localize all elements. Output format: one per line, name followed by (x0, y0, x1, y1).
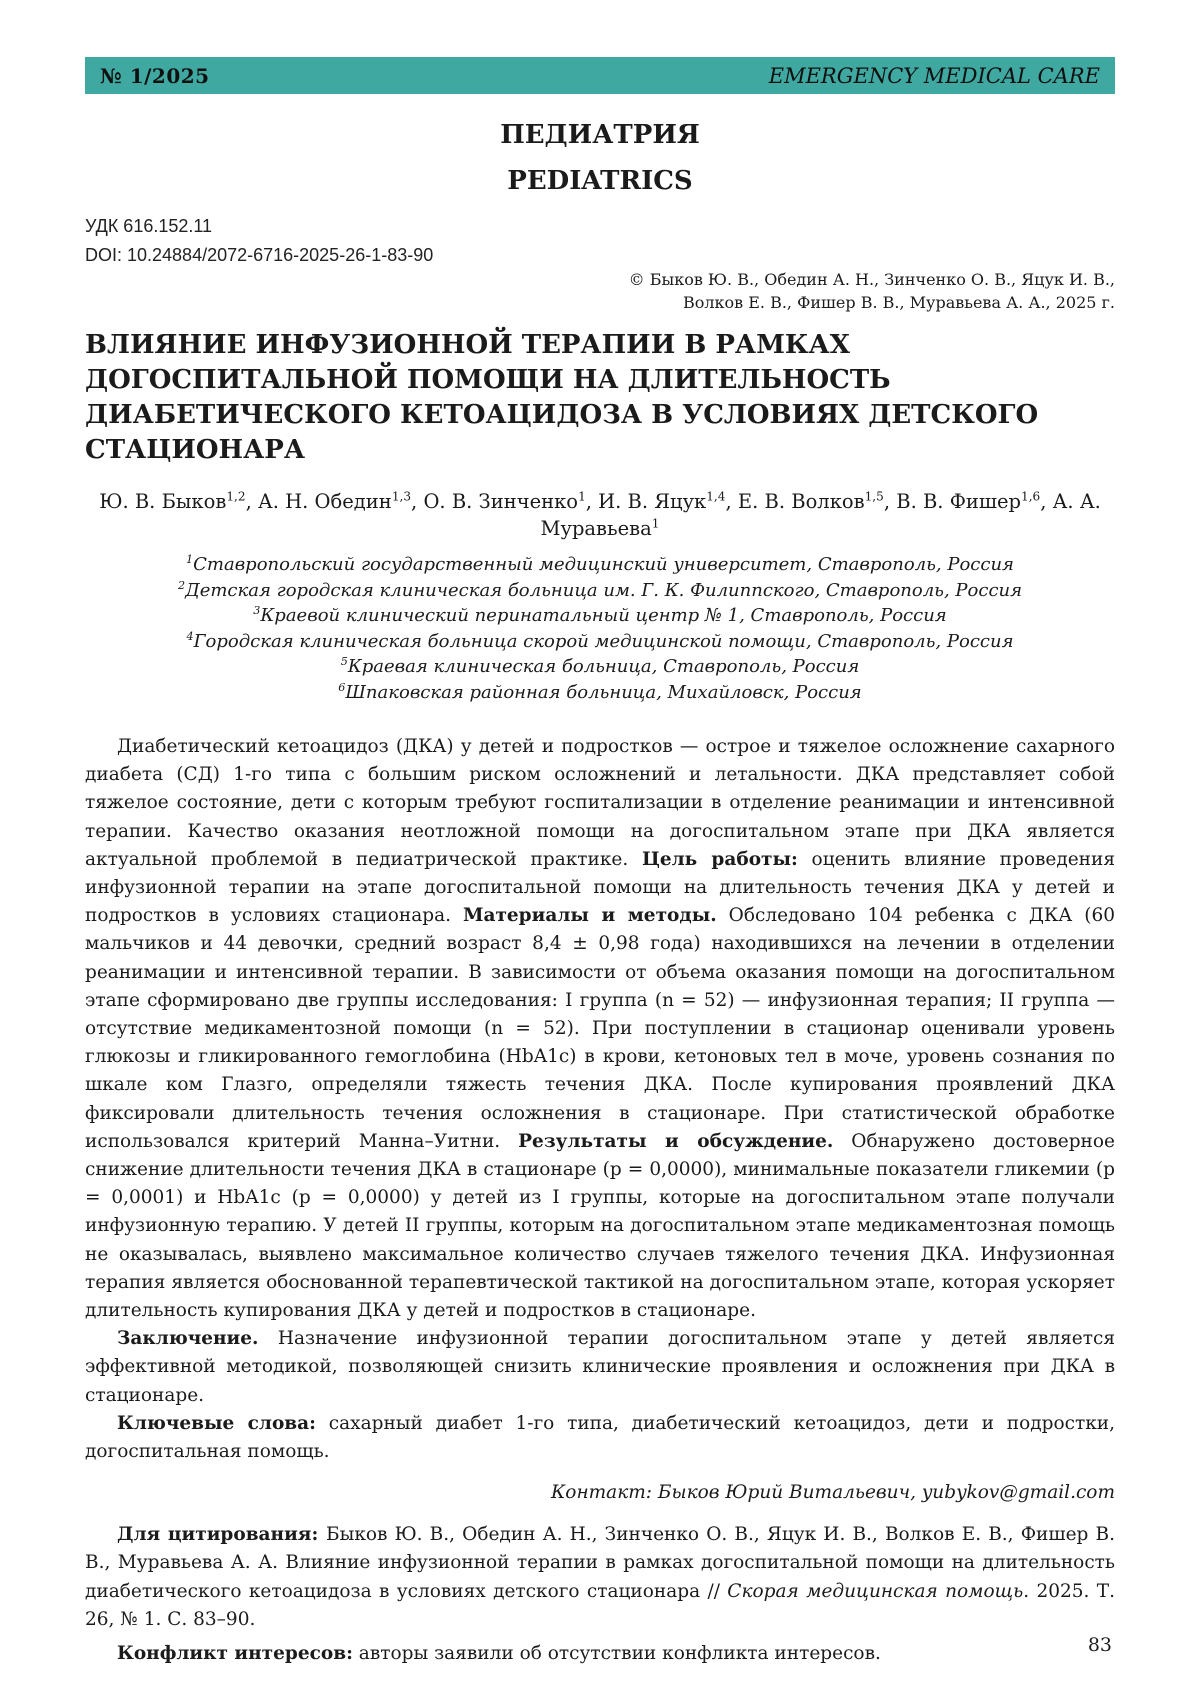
abstract-section (85, 733, 1115, 1466)
conflict-of-interest-paragraph: Конфликт интересов: авторы заявили об отсутствии конфликта интересов. (117, 1643, 881, 1665)
affiliation-number: 3 (253, 604, 261, 617)
affiliation-text: Краевой клинический перинатальный центр № 1, Ставрополь, Россия (260, 605, 947, 626)
article-title-line: ДИАБЕТИЧЕСКОГО КЕТОАЦИДОЗА В УСЛОВИЯХ ДЕТСКОГО (85, 400, 1039, 430)
section-heading-en: PEDIATRICS (507, 166, 693, 196)
affiliation-text: Краевая клиническая больница, Ставрополь, Россия (347, 656, 860, 677)
affiliation-number: 5 (340, 655, 348, 668)
copyright-line: © Быков Ю. В., Обедин А. Н., Зинченко О. В., Яцук И. В., (628, 270, 1115, 289)
affiliation-line (85, 680, 1115, 706)
affiliation-text: Шпаковская районная больница, Михайловск, Россия (345, 681, 862, 703)
article-title-line: СТАЦИОНАРА (85, 435, 306, 465)
journal-header-bar (85, 57, 1115, 94)
article-title-line: ВЛИЯНИЕ ИНФУЗИОННОЙ ТЕРАПИИ В РАМКАХ (85, 330, 850, 360)
article-title-line: ДОГОСПИТАЛЬНОЙ ПОМОЩИ НА ДЛИТЕЛЬНОСТЬ (85, 365, 891, 395)
affiliations-list (85, 552, 1115, 705)
affiliation-text: Ставропольский государственный медицинский университет, Ставрополь, Россия (193, 554, 1014, 575)
copyright-notice (85, 268, 1115, 314)
affiliation-line (85, 578, 1115, 604)
authors-line: Ю. В. Быков$^{1,2}$, А. Н. Обедин$^{1,3}$, О. В. Зинченко$^1$, И. В. Яцук$^{1,4}$, Е. В. Волков$^{1,5}$, В. В. Фишер$^{1,6}$, А. А. Муравьева$^1$ (99, 489, 1101, 540)
article-title (85, 328, 1115, 468)
affiliation-line (85, 629, 1115, 655)
affiliation-line (85, 603, 1115, 629)
affiliation-number: 2 (177, 578, 186, 592)
affiliation-line (85, 552, 1115, 578)
issue-number: № 1/2025 (100, 63, 210, 88)
contact-line: Контакт: Быков Юрий Витальевич, yubykov@gmail.com (550, 1482, 1115, 1504)
affiliation-number: 4 (186, 629, 194, 643)
affiliation-text: Детская городская клиническая больница им. Г. К. Филиппского, Ставрополь, Россия (185, 579, 1023, 601)
affiliation-text: Городская клиническая больница скорой медицинской помощи, Ставрополь, Россия (193, 630, 1014, 652)
abstract-paragraph: Диабетический кетоацидоз (ДКА) у детей и подростков — острое и тяжелое осложнение сахарного диабета (СД) 1-го типа с большим риском осложнений и летальности. ДКА представляет собой тяжелое состояние, дети с которым требуют госпитализации в отделение реанимации и интенсивной терапии. Качество оказания неотложной помощи на догоспитальном этапе при ДКА является актуальной проблемой в педиатрической практике. Цель работы: оценить влияние проведения инфузионной терапии на этапе догоспитальной помощи на длительность течения ДКА у детей и подростков в условиях стационара. Материалы и методы. Обследовано 104 ребенка с ДКА (60 мальчиков и 44 девочки, средний возраст 8,4 ± 0,98 года) находившихся на лечении в отделении реанимации и интенсивной терапии. В зависимости от объема оказания помощи на догоспитальном этапе сформировано две группы исследования: I группа (n = 52) — инфузионная терапия; II группа — отсутствие медикаментозной помощи (n = 52). При поступлении в стационар оценивали уровень глюкозы и гликированного гемоглобина (HbA1c) в крови, кетоновых тел в моче, уровень сознания по шкале ком Глазго, определяли тяжесть течения ДКА. После купирования проявлений ДКА фиксировали длительность течения осложнения в стационаре. При статистической обработке использовался критерий Манна–Уитни. Результаты и обсуждение. Обнаружено достоверное снижение длительности течения ДКА в стационаре (p = 0,0000), минимальные показатели гликемии (p = 0,0001) и HbA1c (p = 0,0000) у детей из I группы, которые на догоспитальном этапе получали инфузионную терапию. У детей II группы, которым на догоспитальном этапе медикаментозная помощь не оказывалась, выявлено максимальное количество случаев тяжелого течения ДКА. Инфузионная терапия является обоснованной терапевтической тактикой на догоспитальном этапе, которая ускоряет длительность купирования ДКА у детей и подростков в стационаре. (85, 736, 1115, 1322)
copyright-line: Волков Е. В., Фишер В. В., Муравьева А. А., 2025 г. (682, 293, 1115, 312)
udk-code: УДК 616.152.11 (85, 216, 213, 236)
article-meta (85, 216, 1115, 266)
conclusion-paragraph: Заключение. Назначение инфузионной терапии догоспитальном этапе у детей является эффективной методикой, позволяющей снизить клинические проявления и осложнения при ДКА в стационаре. (85, 1328, 1115, 1406)
section-heading-ru: ПЕДИАТРИЯ (500, 120, 700, 150)
citation-paragraph: Для цитирования: Быков Ю. В., Обедин А. Н., Зинченко О. В., Яцук И. В., Волков Е. В., Фишер В. В., Муравьева А. А. Влияние инфузионной терапии в рамках догоспитальной помощи на длительность диабетического кетоацидоза в условиях детского стационара // Скорая медицинская помощь. 2025. Т. 26, № 1. С. 83–90. (85, 1524, 1115, 1630)
journal-title: EMERGENCY MEDICAL CARE (768, 63, 1100, 88)
affiliation-line (85, 654, 1115, 680)
doi-code: DOI: 10.24884/2072-6716-2025-26-1-83-90 (85, 245, 434, 265)
affiliation-number: 6 (338, 680, 346, 694)
page-number: 83 (1087, 1634, 1112, 1656)
keywords-paragraph: Ключевые слова: сахарный диабет 1-го типа, диабетический кетоацидоз, дети и подростки, догоспитальная помощь. (85, 1412, 1115, 1463)
affiliation-number: 1 (186, 553, 194, 566)
